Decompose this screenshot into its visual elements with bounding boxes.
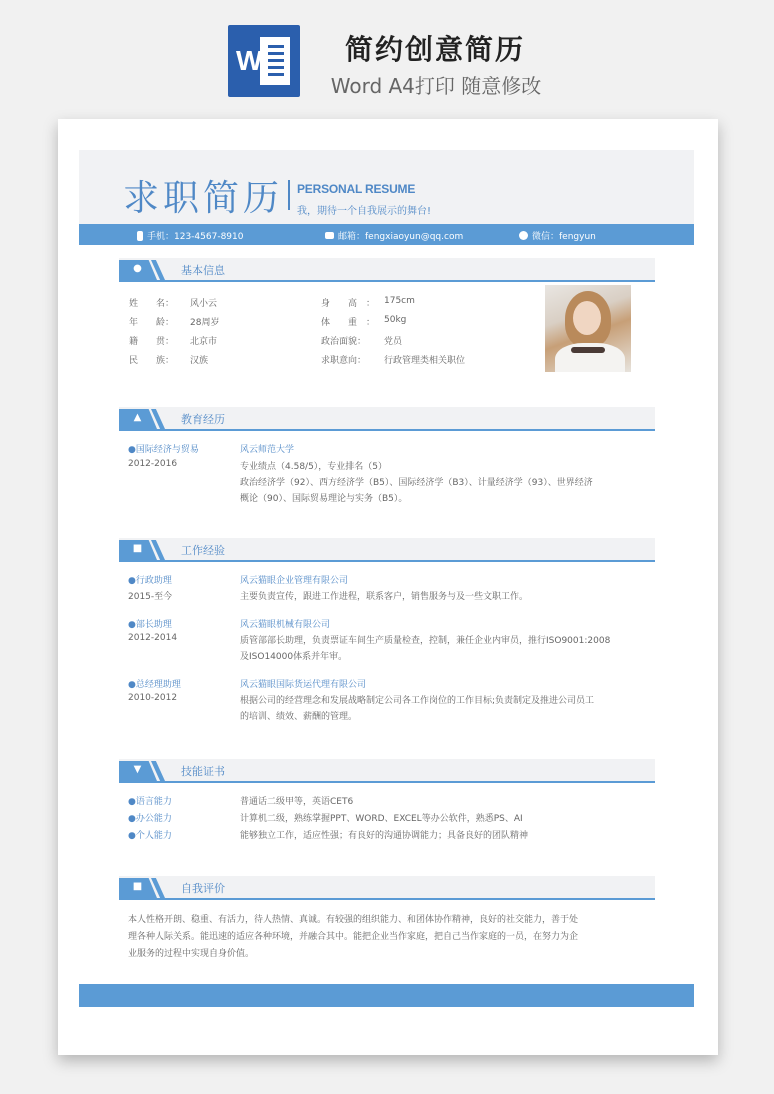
- value-height: 175cm: [384, 296, 415, 306]
- skill-value: 普通话二级甲等，英语CET6: [240, 797, 354, 807]
- work-desc: 及ISO14000体系并年审。: [240, 652, 348, 662]
- section-basic-info: [119, 258, 655, 282]
- value-politics: 党员: [384, 337, 403, 347]
- value-age: 28周岁: [190, 318, 220, 328]
- value-ethnicity: 汉族: [190, 356, 209, 366]
- value-weight: 50kg: [384, 315, 407, 325]
- resume-header: [79, 150, 694, 224]
- label-name: 姓 名：: [129, 299, 175, 309]
- resume-slogan: 我，期待一个自我展示的舞台!: [297, 206, 432, 217]
- contact-bar: [79, 224, 694, 245]
- resume-title-en: PERSONAL RESUME: [297, 182, 416, 196]
- skill-value: 计算机二级，熟练掌握PPT、WORD、EXCEL等办公软件，熟悉PS、AI: [240, 814, 523, 824]
- skill-value: 能够独立工作，适应性强；有良好的沟通协调能力；具备良好的团队精神: [240, 831, 529, 841]
- self-evaluation-line: 理各种人际关系。能迅速的适应各种环境，并融合其中。能把企业当作家庭，把自己当作家庭的一员，在努力为企: [128, 932, 579, 942]
- work-company: 风云猫眼国际货运代理有限公司: [240, 680, 367, 690]
- work-period: 2015-至今: [128, 592, 173, 602]
- word-logo-icon: [228, 25, 300, 97]
- education-line: 概论（90）、国际贸易理论与实务（B5）。: [240, 494, 408, 504]
- section-skills: [119, 759, 655, 783]
- footer-bar: [79, 984, 694, 1007]
- resume-page: [58, 119, 718, 1055]
- self-evaluation-line: 业服务的过程中实现自身价值。: [128, 949, 255, 959]
- section-title: 工作经验: [181, 544, 225, 557]
- work-company: 风云猫眼企业管理有限公司: [240, 576, 349, 586]
- skill-label: ●语言能力: [128, 797, 172, 807]
- work-period: 2010-2012: [128, 693, 178, 703]
- section-work: [119, 538, 655, 562]
- work-desc: 质管部部长助理，负责票证车间生产质量检查，控制，兼任企业内审员，推行ISO9001:2008: [240, 636, 611, 646]
- skill-label: ●个人能力: [128, 831, 172, 841]
- contact-phone: 手机：123-4567-8910: [137, 229, 243, 242]
- section-education: [119, 407, 655, 431]
- header-divider: [288, 180, 290, 210]
- briefcase-icon: ■: [132, 543, 143, 554]
- person-icon: ●: [133, 263, 142, 274]
- wechat-icon: [519, 231, 528, 240]
- banner-subtitle: Word A4打印 随意修改: [330, 74, 542, 98]
- profile-photo: [545, 285, 631, 372]
- work-role: ●行政助理: [128, 576, 172, 586]
- trophy-icon: ▼: [133, 764, 142, 775]
- section-title: 教育经历: [181, 413, 225, 426]
- value-intention: 行政管理类相关职位: [384, 356, 466, 366]
- section-self-evaluation: [119, 876, 655, 900]
- label-politics: 政治面貌：: [321, 337, 367, 347]
- label-height: 身 高 ：: [321, 299, 376, 309]
- graduation-cap-icon: ▲: [133, 412, 142, 423]
- label-weight: 体 重 ：: [321, 318, 376, 328]
- comment-icon: ■: [132, 881, 143, 892]
- value-origin: 北京市: [190, 337, 218, 347]
- label-intention: 求职意向：: [321, 356, 367, 366]
- contact-wechat: 微信：fengyun: [519, 229, 596, 242]
- work-desc: 根据公司的经营理念和发展战略制定公司各工作岗位的工作目标;负责制定及推进公司员工: [240, 696, 595, 706]
- education-line: 专业绩点（4.58/5），专业排名（5）: [240, 462, 388, 472]
- education-line: 政治经济学（92）、西方经济学（B5）、国际经济学（B3）、计量经济学（93）、世界经济: [240, 478, 593, 488]
- work-company: 风云猫眼机械有限公司: [240, 620, 331, 630]
- work-desc: 的培训、绩效、薪酬的管理。: [240, 712, 358, 722]
- label-ethnicity: 民 族：: [129, 356, 175, 366]
- section-title: 基本信息: [181, 264, 225, 277]
- label-origin: 籍 贯：: [129, 337, 175, 347]
- skill-label: ●办公能力: [128, 814, 172, 824]
- label-age: 年 龄：: [129, 318, 175, 328]
- section-title: 自我评价: [181, 882, 225, 895]
- education-period: 2012-2016: [128, 459, 178, 469]
- phone-icon: [137, 231, 143, 241]
- self-evaluation-line: 本人性格开朗、稳重、有活力，待人热情、真诚。有较强的组织能力、和团体协作精神，良好的社交能力，善于处: [128, 915, 579, 925]
- contact-email: 邮箱：fengxiaoyun@qq.com: [325, 229, 463, 242]
- value-name: 风小云: [190, 299, 218, 309]
- education-major: ●国际经济与贸易: [128, 445, 199, 455]
- education-school: 风云师范大学: [240, 445, 295, 455]
- banner-title: 简约创意简历: [344, 33, 525, 66]
- section-title: 技能证书: [181, 765, 225, 778]
- mail-icon: [325, 232, 334, 239]
- word-logo-letter: W: [236, 45, 263, 76]
- work-role: ●总经理助理: [128, 680, 181, 690]
- work-desc: 主要负责宣传，跟进工作进程，联系客户，销售服务与及一些文职工作。: [240, 592, 529, 602]
- banner: [0, 0, 774, 112]
- resume-title: 求职简历: [123, 178, 284, 219]
- work-period: 2012-2014: [128, 633, 178, 643]
- work-role: ●部长助理: [128, 620, 172, 630]
